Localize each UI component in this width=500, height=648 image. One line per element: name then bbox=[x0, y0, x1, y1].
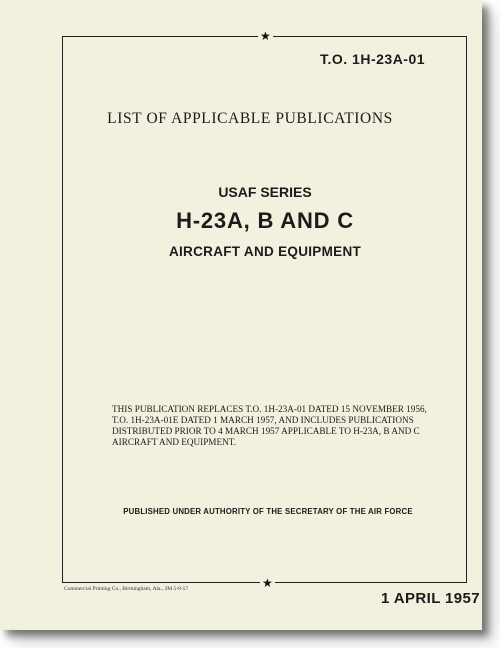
publication-date: 1 APRIL 1957 bbox=[381, 590, 481, 607]
authority-statement: PUBLISHED UNDER AUTHORITY OF THE SECRETARY OF THE AIR FORCE bbox=[123, 507, 413, 516]
notice-line: AIRCRAFT AND EQUIPMENT. bbox=[112, 437, 236, 447]
list-title: LIST OF APPLICABLE PUBLICATIONS bbox=[107, 110, 393, 127]
star-icon: ★ bbox=[262, 576, 273, 590]
series-label: USAF SERIES bbox=[218, 184, 312, 200]
notice-line: THIS PUBLICATION REPLACES T.O. 1H-23A-01 DATED 15 NOVEMBER 1956, bbox=[112, 404, 427, 414]
printer-imprint: Commercial Printing Co., Birmingham, Ala., 2M 5-8-57 bbox=[64, 586, 189, 592]
aircraft-model: H-23A, B AND C bbox=[176, 208, 354, 233]
subtitle: AIRCRAFT AND EQUIPMENT bbox=[168, 244, 362, 259]
technical-order-number: T.O. 1H-23A-01 bbox=[320, 51, 426, 67]
star-icon: ★ bbox=[260, 29, 271, 43]
notice-line: DISTRIBUTED PRIOR TO 4 MARCH 1957 APPLICABLE TO H-23A, B AND C bbox=[112, 426, 420, 436]
replacement-notice bbox=[112, 404, 452, 448]
notice-line: T.O. 1H-23A-01E DATED 1 MARCH 1957, AND INCLUDES PUBLICATIONS bbox=[112, 415, 414, 425]
